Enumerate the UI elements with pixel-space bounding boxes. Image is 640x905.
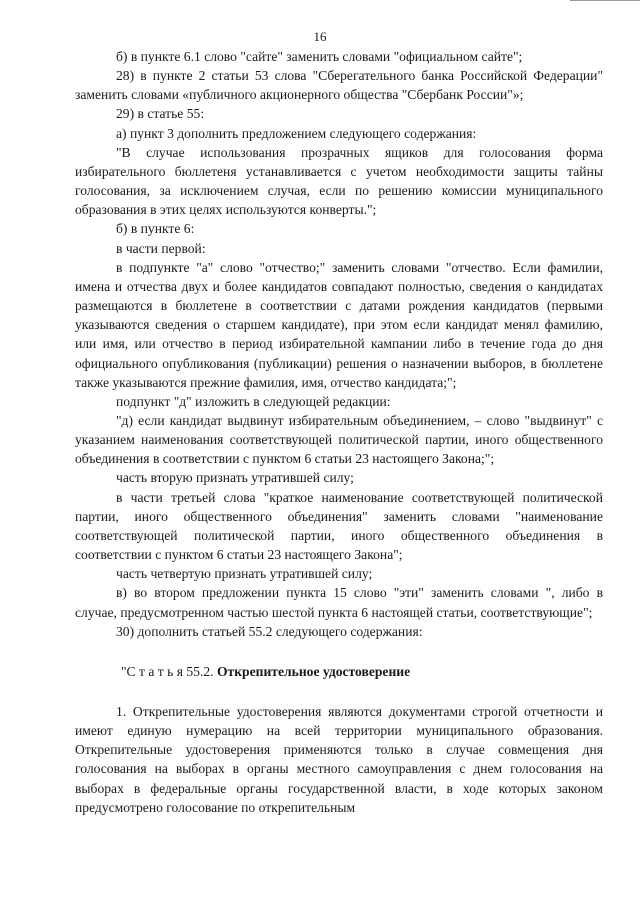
page-number: 16: [313, 29, 327, 44]
paragraph-item-a: а) пункт 3 дополнить предложением следующего содержания:: [116, 125, 477, 141]
paragraph-subitem-a: в подпункте "а" слово "отчество;" заменить словами "отчество. Если фамилии, имена и отчества двух и более кандидатов совпадают полностью, сведения о кандидатах размещаются в бюллетене в соответствии с датами рождения кандидатов (первыми указываются сведения о старшем кандидате), при этом если кандидат менял фамилию, или имя, или отчество в период избирательной кампании либо в течение года до дня официального опубликования (публикации) решения о назначении выборов, в бюллетене также указываются прежние фамилия, имя, отчество кандидата;";: [75, 259, 603, 390]
document-body: [75, 47, 603, 817]
paragraph-subitem-d-text: "д) если кандидат выдвинут избирательным объединением, – слово "выдвинут" с указанием наименования соответствующей политической партии, иного общественного объединения в соответствии с пунктом 6 статьи 23 настоящего Закона;";: [75, 412, 603, 467]
paragraph-quote-transparent-boxes: "В случае использования прозрачных ящиков для голосования форма избирательного бюллетеня устанавливается с учетом необходимости защиты тайны голосования, за исключением случая, если по решению комиссии муниципального образования в этих целях используются конверты.";: [75, 144, 603, 218]
paragraph-item-b-6-1: б) в пункте 6.1 слово "сайте" заменить словами "официальном сайте";: [116, 49, 523, 64]
paragraph-part-four: часть четвертую признать утратившей силу;: [116, 566, 373, 582]
paragraph-part-one: в части первой:: [116, 240, 206, 256]
article-heading: [75, 662, 603, 681]
paragraph-subitem-d-intro: подпункт "д" изложить в следующей редакции:: [116, 393, 391, 409]
paragraph-item-b-6: б) в пункте 6:: [116, 221, 195, 237]
scan-edge-line: [570, 0, 640, 3]
paragraph-item-30: 30) дополнить статьей 55.2 следующего содержания:: [116, 623, 423, 639]
paragraph-part-two: часть вторую признать утратившей силу;: [116, 470, 354, 486]
paragraph-item-29: 29) в статье 55:: [116, 106, 205, 122]
paragraph-item-v-15: в) во втором предложении пункта 15 слово "эти" заменить словами ", либо в случае, предусмотренном частью шестой пункта 6 настоящей статьи, соответствующие";: [75, 585, 603, 620]
paragraph-item-28: 28) в пункте 2 статьи 53 слова "Сберегательного банка Российской Федерации" заменить словами «публичного акционерного общества "Сбербанк России"»;: [75, 68, 603, 103]
article-title: Открепительное удостоверение: [216, 663, 411, 679]
article-prefix: "С т а т ь я 55.2.: [121, 663, 214, 679]
paragraph-part-three: в части третьей слова "краткое наименование соответствующей политической партии, иного общественного объединения" заменить словами "наименование соответствующей политической партии, иного общественного объединения в соответствии с пунктом 6 статьи 23 настоящего Закона";: [75, 489, 603, 563]
paragraph-article-point-1: 1. Открепительные удостоверения являются документами строгой отчетности и имеют единую нумерацию на всей территории муниципального образования. Открепительные удостоверения применяются только в случае совмещения дня голосования на выборах в органы местного самоуправления с днем голосования на выборах в федеральные органы государственной власти, в ходе которых законом предусмотрено голосование по открепительным: [75, 704, 603, 815]
